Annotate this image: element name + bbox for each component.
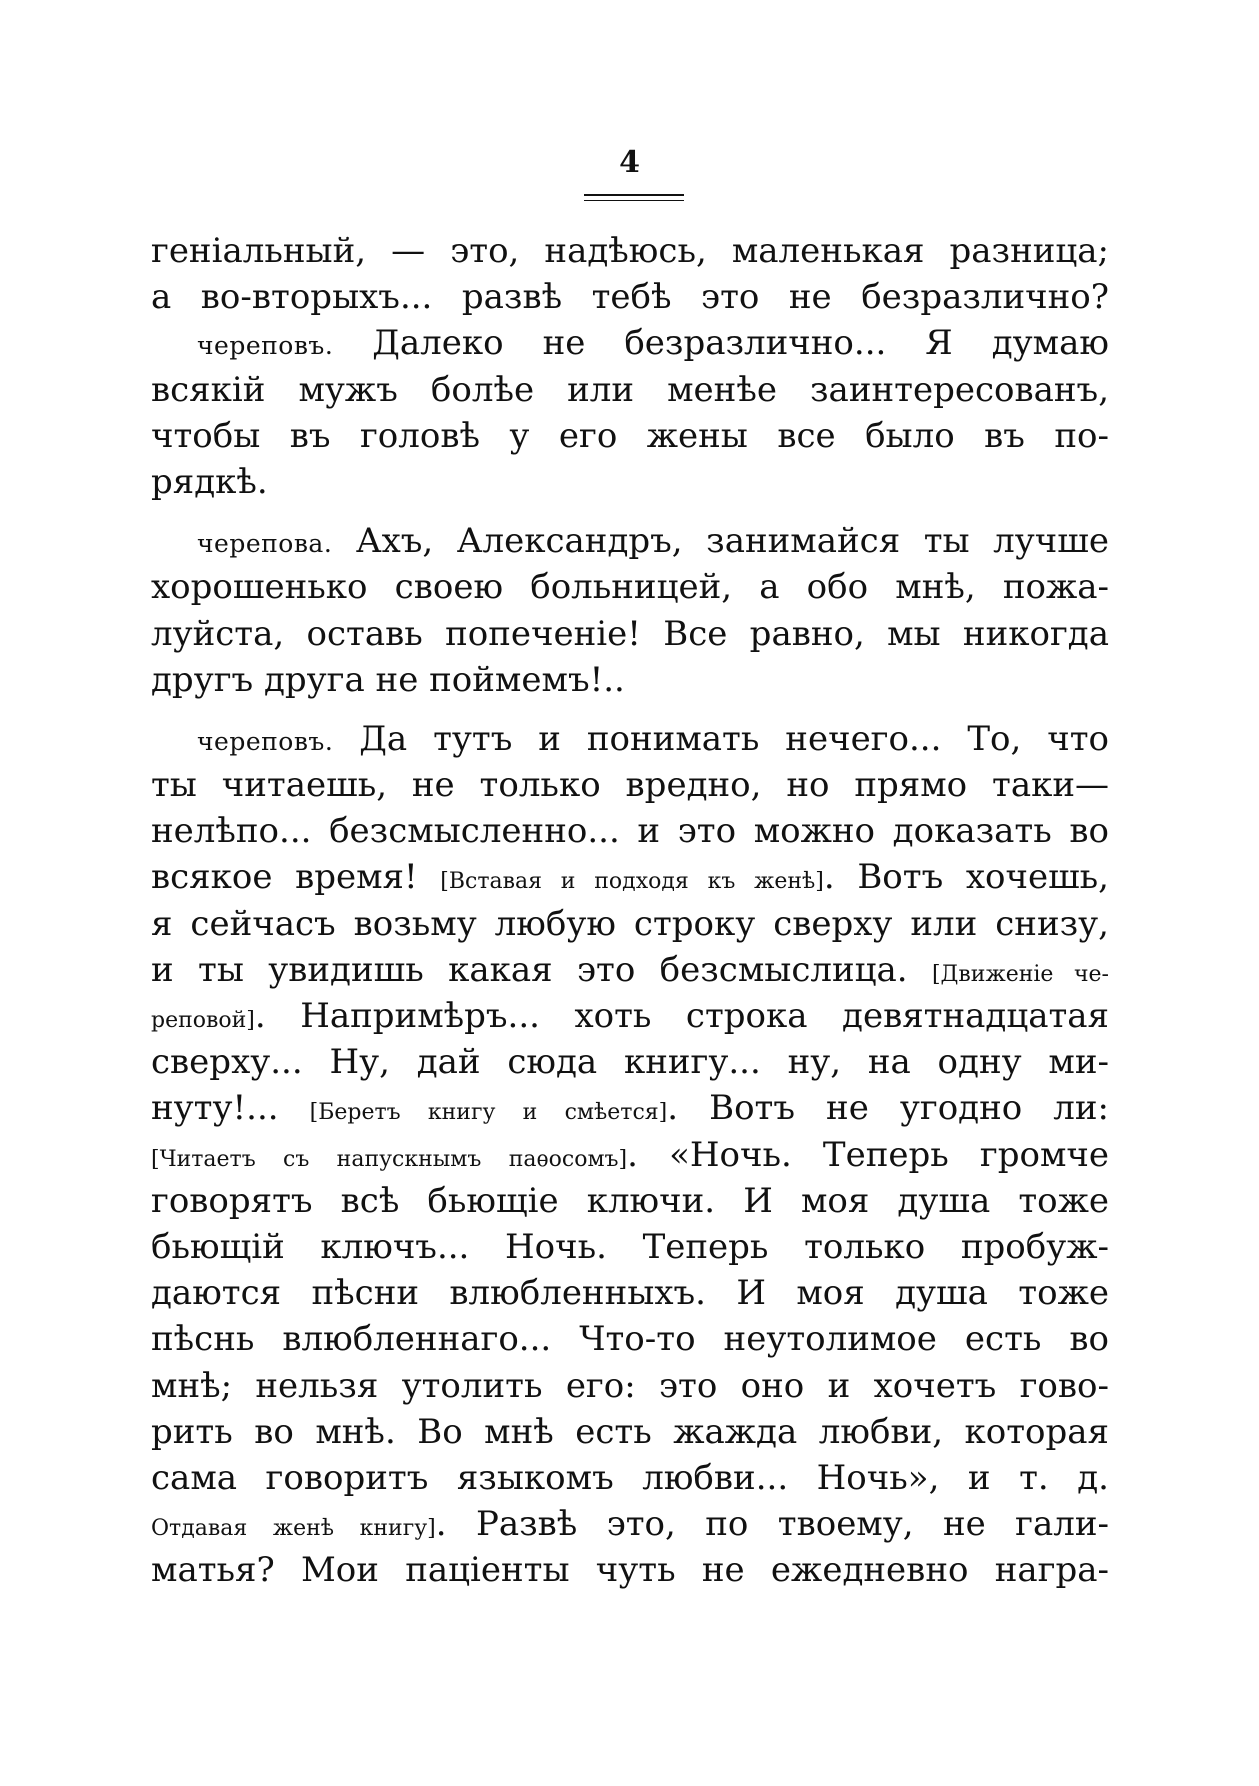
text-line [151,808,1109,854]
text-line [151,611,1109,657]
body-text [151,228,1109,1593]
text-line [151,762,1109,808]
text-line [151,274,1109,320]
stage-direction: Отдавая женѣ книгу] [151,1516,436,1542]
text-segment: . Развѣ это, по твоему, не гали- [435,1504,1109,1545]
text-segment: . «Ночь. Теперь громче [627,1134,1110,1175]
text-line [151,1547,1109,1593]
text-segment: ты читаешь, не только вредно, но прямо таки— [151,765,1109,806]
text-line [151,1224,1109,1270]
text-segment: мнѣ; нельзя утолить его: это оно и хочетъ гово- [151,1365,1109,1406]
speaker-name: черeповъ. [197,726,334,756]
text-segment: сама говоритъ языкомъ любви... Ночь», и т. д. [151,1457,1109,1498]
text-segment: и ты увидишь какая это безсмыслица. [151,949,932,990]
text-segment: я сейчасъ возьму любую строку сверху или снизу, [151,903,1109,944]
text-segment: Ахъ, Александръ, занимайся ты лучше [332,521,1109,562]
text-line [151,1455,1109,1501]
speaker-name: черепова. [197,529,333,559]
text-line [151,716,1109,762]
text-segment: чтобы въ головѣ у его жены все было въ по- [151,415,1109,456]
text-line [151,518,1109,564]
speaker-name: черeповъ. [197,331,334,361]
text-segment: даются пѣсни влюбленныхъ. И моя душа тоже [151,1273,1109,1314]
page-number-rule-thin [584,200,684,201]
text-segment: Да тутъ и понимать нечего... То, что [333,718,1109,759]
text-segment: матья? Мои паціенты чуть не ежедневно награ- [151,1550,1109,1591]
page-number-rule [584,194,684,196]
text-segment: . Вотъ не угодно ли: [667,1088,1109,1129]
text-line [151,564,1109,610]
text-line [151,1501,1109,1547]
text-line [151,320,1109,366]
text-segment: нелѣпо... безсмысленно... и это можно доказать во [151,811,1109,852]
text-line [151,854,1109,900]
text-segment: луйста, оставь попеченіе! Все равно, мы никогда [151,613,1109,654]
text-line [151,1270,1109,1316]
stage-direction: [Движеніе че- [931,961,1109,987]
text-line [151,1085,1109,1131]
text-line [151,901,1109,947]
paragraph-gap [151,703,1109,716]
text-line [151,228,1109,274]
paragraph-gap [151,505,1109,518]
stage-direction: [Беретъ книгу и смѣется] [309,1100,668,1126]
page-number: 4 [619,145,640,180]
text-segment: . Вотъ хочешь, [823,857,1109,898]
text-segment: сверху... Ну, дай сюда книгу... ну, на одну ми- [151,1042,1109,1083]
text-segment: другъ друга не поймемъ!.. [151,659,625,700]
text-line [151,367,1109,413]
text-line [151,459,1109,505]
text-line [151,1316,1109,1362]
text-line [151,1178,1109,1224]
text-segment: Далеко не безразлично... Я думаю [333,323,1109,364]
text-segment: пѣснь влюбленнаго... Что-то неутолимое есть во [151,1319,1109,1360]
text-segment: . Напримѣръ... хоть строка девятнадцатая [254,996,1109,1036]
text-line [151,993,1109,1039]
stage-direction: реповой] [151,1008,255,1033]
text-line [151,947,1109,993]
text-segment: всякій мужъ болѣе или менѣе заинтересованъ, [151,369,1109,410]
text-segment: всякое время! [151,857,441,898]
text-segment: рядкѣ. [151,461,268,502]
text-line [151,413,1109,459]
text-segment: а во-вторыхъ... развѣ тебѣ это не безразлично? [151,277,1109,318]
text-segment: бьющій ключъ... Ночь. Теперь только пробуж- [151,1226,1109,1267]
text-segment: хорошенько своею больницей, а обо мнѣ, пожа- [151,567,1109,608]
text-line [151,1039,1109,1085]
text-line [151,1132,1109,1178]
text-line [151,1363,1109,1409]
text-segment: рить во мнѣ. Во мнѣ есть жажда любви, которая [151,1411,1109,1452]
stage-direction: [Вставая и подходя къ женѣ] [440,869,824,895]
text-segment: говорятъ всѣ бьющіе ключи. И моя душа тоже [151,1180,1109,1221]
stage-direction: [Читаетъ съ напускнымъ паѳосомъ] [151,1146,628,1172]
text-segment: нуту!... [151,1088,310,1129]
text-line [151,1409,1109,1455]
text-line [151,657,1109,703]
text-segment: геніальный, — это, надѣюсь, маленькая разница; [151,231,1109,271]
